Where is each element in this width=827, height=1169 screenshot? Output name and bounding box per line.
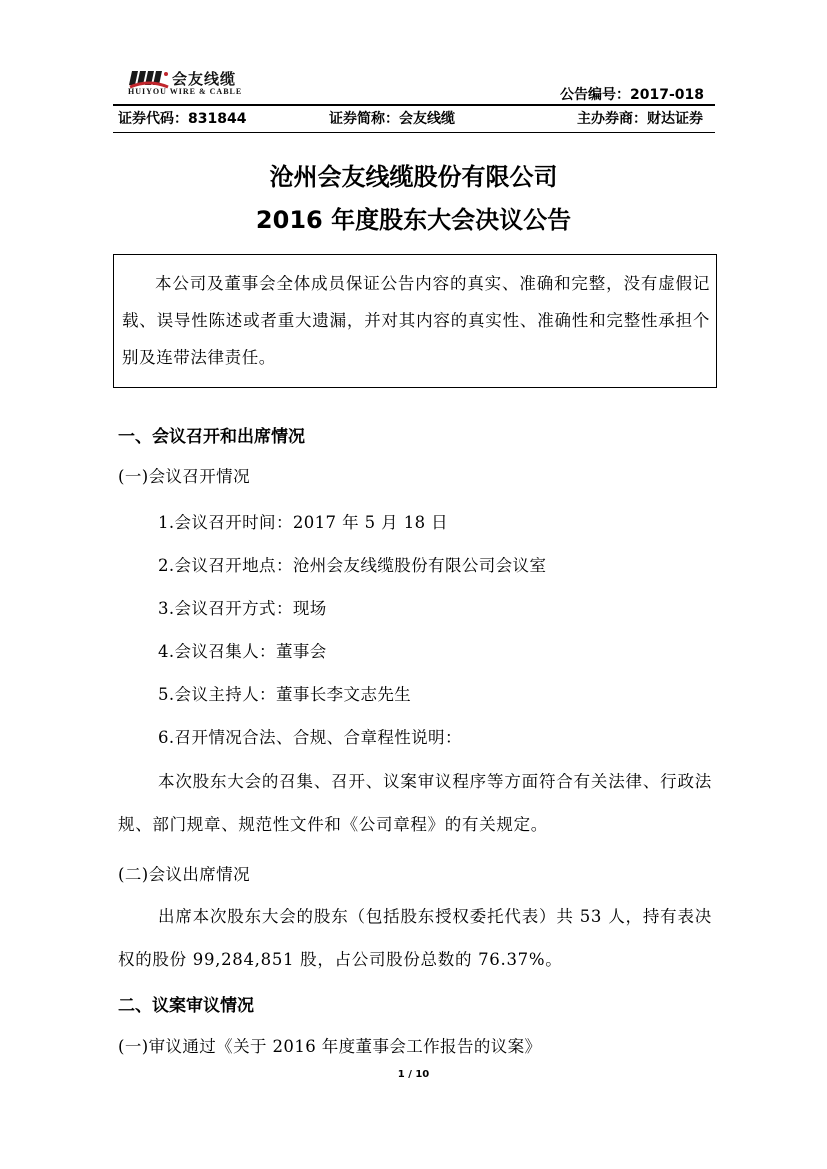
- stock-code: 证券代码：831844: [118, 111, 247, 127]
- proposal-1-title: (一)审议通过《关于 2016 年度董事会工作报告的议案》: [118, 1037, 542, 1056]
- stock-abbreviation: 证券简称：会友线缆: [329, 111, 455, 127]
- section-heading-proposals: 二、议案审议情况: [118, 996, 254, 1016]
- header-rule-top: [113, 104, 715, 106]
- header-rule-bottom: [113, 132, 715, 133]
- subsection-attendance: (二)会议出席情况: [118, 865, 250, 884]
- logo-chinese-name: 会友线缆: [172, 70, 237, 88]
- legality-heading: 6.召开情况合法、合规、合章程性说明：: [158, 728, 462, 747]
- company-logo: [128, 67, 278, 99]
- meeting-method: 3.会议召开方式：现场: [158, 599, 327, 618]
- section-heading-meeting: 一、会议召开和出席情况: [118, 427, 305, 447]
- responsibility-statement: 本公司及董事会全体成员保证公告内容的真实、准确和完整，没有虚假记载、误导性陈述或者重大遗漏，并对其内容的真实性、准确性和完整性承担个别及连带法律责任。: [122, 274, 710, 367]
- meeting-location: 2.会议召开地点：沧州会友线缆股份有限公司会议室: [158, 556, 547, 575]
- attendance-text: 出席本次股东大会的股东（包括股东授权委托代表）共 53 人，持有表决权的股份 99,284,851 股，占公司股份总数的 76.37%。: [118, 907, 712, 969]
- attendance-paragraph: [118, 895, 712, 981]
- meeting-convener: 4.会议召集人：董事会: [158, 642, 327, 661]
- logo-english-name: HUIYOU WIRE & CABLE: [128, 87, 243, 96]
- legality-text: 本次股东大会的召集、召开、议案审议程序等方面符合有关法律、行政法规、部门规章、规范性文件和《公司章程》的有关规定。: [118, 772, 712, 834]
- meeting-time: 1.会议召开时间：2017 年 5 月 18 日: [158, 513, 449, 532]
- responsibility-statement-box: [113, 254, 717, 388]
- page-number: 1 / 10: [397, 1069, 430, 1080]
- meeting-host: 5.会议主持人：董事长李文志先生: [158, 685, 412, 704]
- legality-paragraph: [118, 760, 712, 846]
- document-title-announcement: 2016 年度股东大会决议公告: [255, 206, 572, 234]
- subsection-meeting-convening: (一)会议召开情况: [118, 467, 250, 486]
- notice-number: 公告编号：2017-018: [560, 87, 704, 103]
- document-title-company: 沧州会友线缆股份有限公司: [269, 163, 558, 191]
- sponsor-broker: 主办券商：财达证券: [577, 111, 703, 127]
